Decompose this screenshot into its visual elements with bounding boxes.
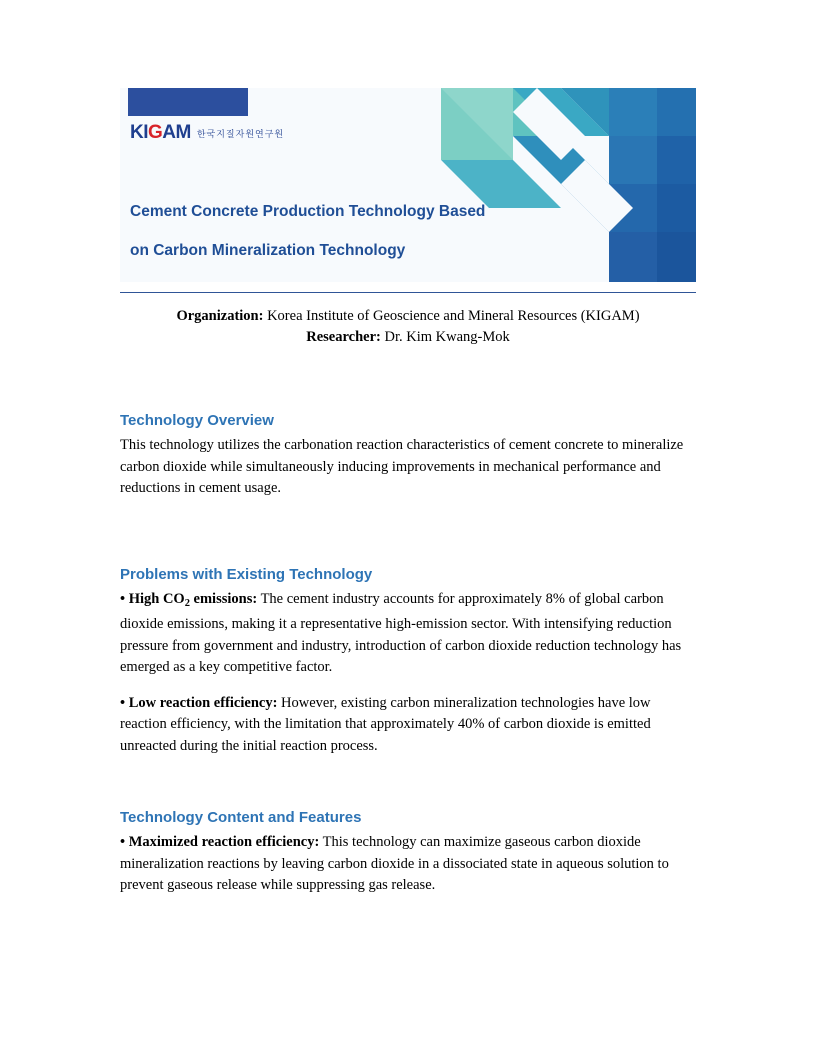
problems-bullet-1-label [120, 591, 257, 607]
problems-bullet-1-label-main: • High CO [120, 591, 185, 607]
overview-paragraph: This technology utilizes the carbonation reaction characteristics of cement concrete to mineralize carbon dioxide while simultaneously inducing improvements in mechanical performance and reductions in cement usage. [120, 437, 684, 496]
features-bullet-1-text: This technology can maximize gaseous carbon dioxide mineralization reactions by leaving carbon dioxide in a dissociated state in aqueous solution to prevent gaseous release while suppressing gas release. [120, 834, 669, 893]
problems-bullet-2 [120, 693, 696, 758]
section-heading-features: Technology Content and Features [120, 809, 362, 826]
features-bullet-1 [120, 832, 696, 897]
section-heading-overview: Technology Overview [120, 412, 274, 429]
problems-bullet-2-label: • Low reaction efficiency: [120, 694, 278, 711]
researcher-line [120, 327, 696, 348]
page-title-line1: Cement Concrete Production Technology Based [130, 203, 486, 220]
logo-text-accent: G [148, 122, 163, 143]
logo-korean-name: 한국지질자원연구원 [196, 128, 285, 139]
page-title-line2: on Carbon Mineralization Technology [130, 242, 406, 259]
organization-value: Korea Institute of Geoscience and Mineral Resources (KIGAM) [267, 308, 640, 324]
section-problems [120, 566, 696, 757]
researcher-value: Dr. Kim Kwang-Mok [384, 329, 510, 345]
section-heading-problems: Problems with Existing Technology [120, 566, 373, 583]
problems-bullet-2-text: However, existing carbon mineralization technologies have low reaction efficiency, with the limitation that approximately 40% of carbon dioxide is emitted unreacted during the initial reaction process. [120, 694, 651, 754]
logo-text-part2: AM [162, 122, 191, 143]
section-features [120, 809, 696, 897]
header-divider [120, 292, 696, 293]
kigam-logo-wordmark [130, 122, 191, 144]
researcher-label: Researcher: [306, 329, 381, 345]
problems-bullet-1 [120, 589, 696, 679]
features-bullet-1-label: • Maximized reaction efficiency: [120, 834, 320, 850]
section-technology-overview [120, 412, 696, 500]
problems-bullet-1-text: The cement industry accounts for approximately 8% of global carbon dioxide emissions, making it a representative high-emission sector. With intensifying reduction pressure from government and industry, introduction of carbon dioxide reduction technology has emerged as a key competitive factor. [120, 591, 682, 676]
document-meta [120, 306, 696, 348]
title-banner [120, 88, 696, 282]
logo-text-part1: KI [130, 122, 148, 143]
kigam-logo [130, 120, 310, 146]
banner-accent-bar [128, 88, 248, 116]
organization-line [120, 306, 696, 327]
organization-label: Organization: [176, 308, 264, 324]
problems-bullet-1-label-end: emissions: [189, 591, 258, 607]
problems-bullet-1-label-subscript: 2 [184, 597, 190, 609]
page-title [130, 192, 550, 270]
